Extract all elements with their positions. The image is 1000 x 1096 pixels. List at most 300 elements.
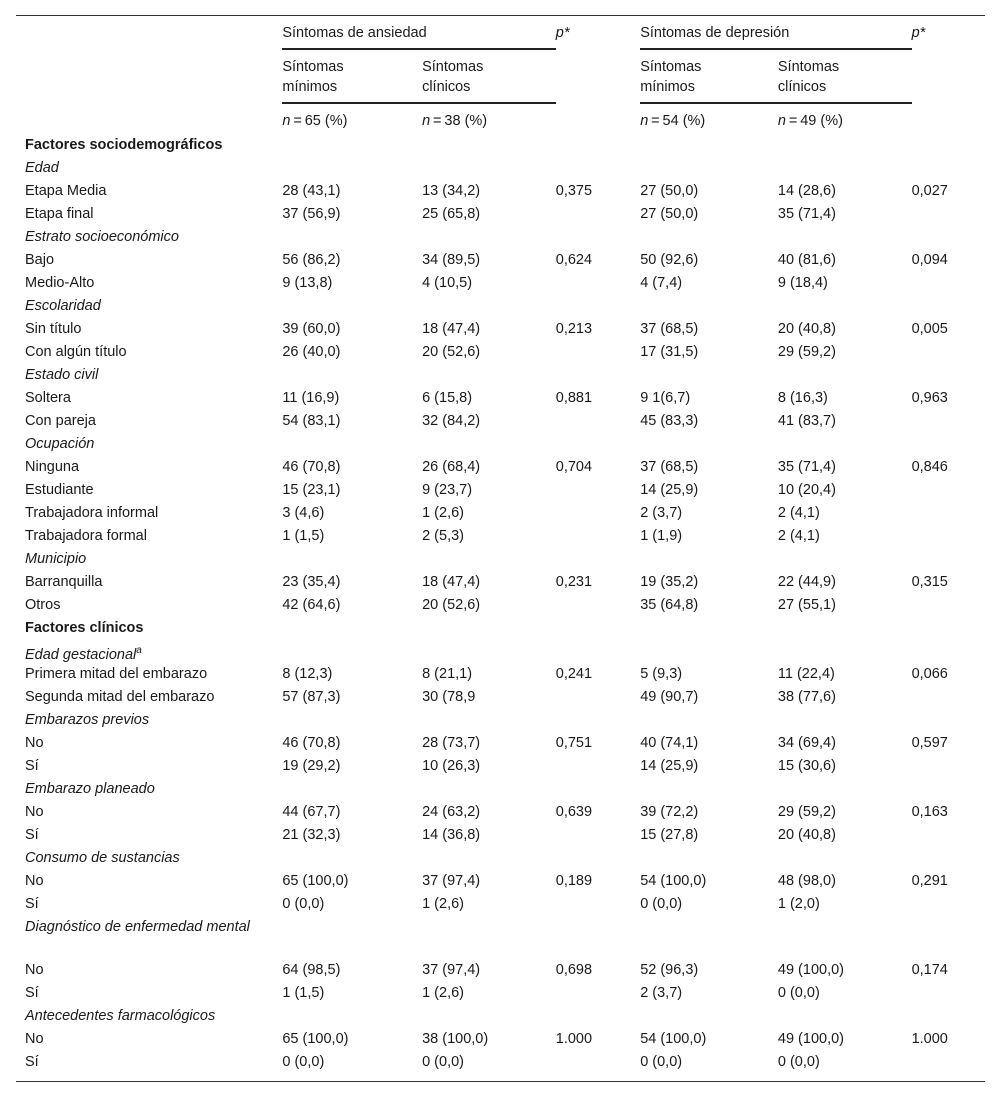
anx-minimal-cell: 56 (86,2) xyxy=(282,251,341,268)
dep-minimal-cell: 15 (27,8) xyxy=(640,827,699,844)
p-depression-cell: 0,174 xyxy=(911,962,948,979)
header-empty-cell xyxy=(912,103,985,135)
header-empty-cell xyxy=(912,49,985,103)
anx-minimal-cell: 46 (70,8) xyxy=(282,458,341,475)
anx-clinical-cell: 4 (10,5) xyxy=(422,274,473,291)
p-depression-cell xyxy=(912,204,985,227)
p-anxiety-cell: 0,241 xyxy=(555,666,593,683)
dep-clinical-cell: 29 (59,2) xyxy=(777,804,836,821)
dep-clinical-cell: 1 (2,0) xyxy=(777,896,820,913)
category-label: Sí xyxy=(25,896,39,913)
row-label-cell xyxy=(16,687,282,710)
row-label-cell xyxy=(16,388,282,411)
anx-clinical-cell: 1 (2,6) xyxy=(422,985,464,1002)
dep-minimal-cell: 54 (100,0) xyxy=(640,1031,707,1048)
p-depression-cell: 0,291 xyxy=(911,873,948,890)
row-label-cell xyxy=(16,319,282,342)
category-label: Sí xyxy=(25,758,39,775)
anx-minimal-cell: 54 (83,1) xyxy=(282,412,341,429)
header-dep-minimal-l1: Síntomas xyxy=(640,58,702,75)
table-row xyxy=(16,480,985,503)
anx-minimal-cell: 57 (87,3) xyxy=(282,689,341,706)
empty-cell xyxy=(282,549,985,572)
header-row-n xyxy=(16,103,985,135)
header-dep-minimal-l2: mínimos xyxy=(640,78,695,95)
dep-clinical-cell: 0 (0,0) xyxy=(777,1054,820,1071)
anx-minimal-cell: 9 (13,8) xyxy=(282,274,333,291)
header-dep-clinical xyxy=(778,49,912,103)
p-anxiety-cell: 0,639 xyxy=(555,804,593,821)
anx-minimal-cell: 0 (0,0) xyxy=(282,1054,325,1071)
row-label-cell xyxy=(16,181,282,204)
anx-clinical-cell: 37 (97,4) xyxy=(422,873,481,890)
empty-cell xyxy=(282,365,985,388)
variable-title: Edad gestacional xyxy=(25,646,137,663)
dep-minimal-cell: 9 1(6,7) xyxy=(640,389,691,406)
empty-cell xyxy=(282,434,985,457)
p-depression-cell xyxy=(912,273,985,296)
table-row xyxy=(16,687,985,710)
header-anx-clinical-l1: Síntomas xyxy=(422,58,484,75)
p-anxiety-cell: 0,704 xyxy=(555,458,593,475)
anx-clinical-cell: 8 (21,1) xyxy=(422,666,473,683)
empty-cell xyxy=(282,779,985,802)
variable-header-row xyxy=(16,296,985,319)
row-label-cell xyxy=(16,273,282,296)
dep-clinical-cell: 10 (20,4) xyxy=(777,481,836,498)
p-depression-cell: 0,094 xyxy=(911,251,948,268)
category-label: Otros xyxy=(25,596,61,613)
anx-minimal-cell: 37 (56,9) xyxy=(282,205,341,222)
p-anxiety-cell xyxy=(556,273,640,296)
dep-minimal-cell: 0 (0,0) xyxy=(640,1054,683,1071)
row-label-cell xyxy=(16,1029,282,1052)
dep-clinical-cell: 49 (100,0) xyxy=(777,1031,844,1048)
dep-clinical-cell: 41 (83,7) xyxy=(777,412,836,429)
anx-minimal-cell: 39 (60,0) xyxy=(282,320,341,337)
dep-clinical-cell: 22 (44,9) xyxy=(777,573,836,590)
p-depression-cell xyxy=(912,825,985,848)
category-label: No xyxy=(25,962,44,979)
p-depression-cell xyxy=(912,503,985,526)
anx-clinical-cell: 28 (73,7) xyxy=(422,735,481,752)
section-header-row xyxy=(16,135,985,158)
p-depression-cell: 0,005 xyxy=(911,320,948,337)
anx-minimal-cell: 19 (29,2) xyxy=(282,758,341,775)
category-label: No xyxy=(25,1031,44,1048)
anx-minimal-cell: 42 (64,6) xyxy=(282,596,341,613)
row-label-cell xyxy=(16,983,282,1006)
anx-minimal-cell: 1 (1,5) xyxy=(282,527,325,544)
table-row xyxy=(16,960,985,983)
header-row-subgroups xyxy=(16,49,985,103)
anx-clinical-cell: 20 (52,6) xyxy=(422,343,481,360)
empty-cell xyxy=(282,848,985,871)
header-anx-clinical xyxy=(422,49,556,103)
row-label-cell xyxy=(16,296,282,319)
p-anxiety-cell: 0,698 xyxy=(555,962,593,979)
header-anxiety-group xyxy=(282,16,555,49)
category-label: Sin título xyxy=(25,320,82,337)
anx-clinical-cell: 20 (52,6) xyxy=(422,596,481,613)
variable-title: Embarazos previos xyxy=(25,712,150,729)
row-label-cell xyxy=(16,158,282,181)
row-label-cell xyxy=(16,756,282,779)
empty-cell xyxy=(282,641,985,665)
table-row xyxy=(16,273,985,296)
anx-clinical-cell: 9 (23,7) xyxy=(422,481,473,498)
table-row xyxy=(16,181,985,204)
anx-clinical-cell: 14 (36,8) xyxy=(422,827,481,844)
anx-minimal-cell: 0 (0,0) xyxy=(282,896,325,913)
section-header-row xyxy=(16,618,985,641)
variable-title: Edad xyxy=(25,159,59,176)
header-depression-group xyxy=(640,16,911,49)
row-label-cell xyxy=(16,227,282,250)
p-anxiety-cell xyxy=(556,595,640,618)
row-label-cell xyxy=(16,572,282,595)
dep-clinical-cell: 20 (40,8) xyxy=(777,827,836,844)
dep-minimal-cell: 52 (96,3) xyxy=(640,962,699,979)
row-label-cell xyxy=(16,733,282,756)
empty-cell xyxy=(282,917,985,960)
anx-clinical-cell: 0 (0,0) xyxy=(422,1054,464,1071)
p-anxiety-cell: 0,751 xyxy=(555,735,593,752)
category-label: Trabajadora informal xyxy=(25,504,159,521)
p-depression-cell: 0,066 xyxy=(911,666,948,683)
dep-clinical-cell: 20 (40,8) xyxy=(777,320,836,337)
p-anxiety-cell xyxy=(556,526,640,549)
p-anxiety-cell xyxy=(556,411,640,434)
variable-title: Antecedentes farmacológicos xyxy=(25,1008,216,1025)
p-anxiety-cell: 1.000 xyxy=(555,1031,593,1048)
p-depression-cell: 0,027 xyxy=(911,182,948,199)
category-label: Sí xyxy=(25,985,39,1002)
header-depression-label: Síntomas de depresión xyxy=(640,25,790,41)
dep-clinical-cell: 34 (69,4) xyxy=(777,735,836,752)
empty-cell xyxy=(282,296,985,319)
variable-title: Estrato socioeconómico xyxy=(25,228,179,245)
row-label-cell xyxy=(16,595,282,618)
anx-minimal-cell: 65 (100,0) xyxy=(282,873,349,890)
dep-clinical-cell: 40 (81,6) xyxy=(777,251,836,268)
anx-clinical-cell: 38 (100,0) xyxy=(422,1031,489,1048)
category-label: Sí xyxy=(25,827,39,844)
dep-minimal-cell: 39 (72,2) xyxy=(640,804,699,821)
variable-header-row xyxy=(16,848,985,871)
table-row xyxy=(16,871,985,894)
row-label-cell xyxy=(16,365,282,388)
header-anx-minimal-l2: mínimos xyxy=(282,78,338,95)
header-row-groups xyxy=(16,16,985,49)
footnote-marker: a xyxy=(136,644,142,656)
dep-minimal-cell: 14 (25,9) xyxy=(640,481,699,498)
category-label: Barranquilla xyxy=(25,573,103,590)
dep-clinical-cell: 38 (77,6) xyxy=(777,689,836,706)
variable-title: Consumo de sustancias xyxy=(25,850,180,867)
category-label: Etapa Media xyxy=(25,182,107,199)
variable-title: Ocupación xyxy=(25,435,95,452)
anx-clinical-cell: 26 (68,4) xyxy=(422,458,481,475)
header-empty-cell xyxy=(16,16,282,49)
table-row xyxy=(16,526,985,549)
category-label: Soltera xyxy=(25,389,71,406)
dep-clinical-cell: 27 (55,1) xyxy=(777,596,836,613)
header-n-anx-cli: n = 38 (%) xyxy=(422,112,488,129)
anx-minimal-cell: 8 (12,3) xyxy=(282,666,333,683)
dep-minimal-cell: 35 (64,8) xyxy=(640,596,699,613)
table-row xyxy=(16,388,985,411)
variable-title: Embarazo planeado xyxy=(25,781,155,798)
table-row xyxy=(16,756,985,779)
table-row xyxy=(16,572,985,595)
variable-title: Municipio xyxy=(25,550,87,567)
anx-clinical-cell: 30 (78,9 xyxy=(422,689,476,706)
dep-minimal-cell: 40 (74,1) xyxy=(640,735,699,752)
anx-clinical-cell: 1 (2,6) xyxy=(422,896,464,913)
p-depression-cell xyxy=(912,687,985,710)
dep-minimal-cell: 5 (9,3) xyxy=(640,666,683,683)
table-header xyxy=(16,16,985,135)
dep-clinical-cell: 9 (18,4) xyxy=(777,274,828,291)
p-depression-cell xyxy=(912,756,985,779)
dep-clinical-cell: 2 (4,1) xyxy=(777,527,820,544)
anx-minimal-cell: 28 (43,1) xyxy=(282,182,341,199)
variable-header-row xyxy=(16,641,985,665)
variable-header-row xyxy=(16,227,985,250)
empty-cell xyxy=(282,135,985,158)
empty-cell xyxy=(282,158,985,181)
anx-clinical-cell: 24 (63,2) xyxy=(422,804,481,821)
variable-title: Diagnóstico de enfermedad mental xyxy=(25,919,250,936)
header-dep-minimal xyxy=(640,49,778,103)
anx-clinical-cell: 2 (5,3) xyxy=(422,527,464,544)
category-label: Ninguna xyxy=(25,458,80,475)
p-anxiety-cell xyxy=(556,687,640,710)
anx-minimal-cell: 44 (67,7) xyxy=(282,804,341,821)
header-anxiety-label: Síntomas de ansiedad xyxy=(282,25,427,41)
row-label-cell xyxy=(16,1006,282,1029)
header-anx-minimal-l1: Síntomas xyxy=(282,58,344,75)
table-body xyxy=(16,135,985,1082)
p-depression-cell xyxy=(912,526,985,549)
p-depression-cell xyxy=(912,411,985,434)
dep-minimal-cell: 0 (0,0) xyxy=(640,896,683,913)
section-title: Factores clínicos xyxy=(25,619,144,636)
table-row xyxy=(16,457,985,480)
p-anxiety-cell: 0,213 xyxy=(555,320,593,337)
anx-clinical-cell: 18 (47,4) xyxy=(422,320,481,337)
p-anxiety-cell: 0,375 xyxy=(555,182,593,199)
anx-clinical-cell: 6 (15,8) xyxy=(422,389,473,406)
dep-minimal-cell: 14 (25,9) xyxy=(640,758,699,775)
table-row xyxy=(16,825,985,848)
header-empty-cell xyxy=(16,49,282,103)
row-label-cell xyxy=(16,342,282,365)
p-depression-cell: 0,315 xyxy=(911,573,948,590)
p-anxiety-cell xyxy=(556,756,640,779)
p-anxiety-cell: 0,231 xyxy=(555,573,593,590)
category-label: No xyxy=(25,735,44,752)
dep-minimal-cell: 27 (50,0) xyxy=(640,182,699,199)
category-label: Trabajadora formal xyxy=(25,527,147,544)
row-label-cell xyxy=(16,434,282,457)
p-depression-cell: 0,163 xyxy=(911,804,948,821)
dep-clinical-cell: 49 (100,0) xyxy=(777,962,844,979)
header-empty-cell xyxy=(16,103,282,135)
p-depression-cell xyxy=(912,1052,985,1082)
empty-cell xyxy=(282,710,985,733)
anx-minimal-cell: 23 (35,4) xyxy=(282,573,341,590)
row-label-cell xyxy=(16,779,282,802)
dep-clinical-cell: 15 (30,6) xyxy=(777,758,836,775)
row-label-cell xyxy=(16,664,282,687)
empty-cell xyxy=(282,618,985,641)
dep-minimal-cell: 1 (1,9) xyxy=(640,527,683,544)
header-anx-clinical-l2: clínicos xyxy=(422,78,471,95)
header-n-dep-cli: n = 49 (%) xyxy=(777,112,843,129)
p-anxiety-cell: 0,881 xyxy=(555,389,593,406)
header-empty-cell xyxy=(556,49,640,103)
anx-minimal-cell: 3 (4,6) xyxy=(282,504,325,521)
anx-clinical-cell: 34 (89,5) xyxy=(422,251,481,268)
empty-cell xyxy=(282,227,985,250)
table-row xyxy=(16,1029,985,1052)
category-label: Segunda mitad del embarazo xyxy=(25,689,215,706)
p-anxiety-cell xyxy=(556,342,640,365)
dep-minimal-cell: 4 (7,4) xyxy=(640,274,683,291)
header-n-anx-min: n = 65 (%) xyxy=(282,112,348,129)
anx-minimal-cell: 46 (70,8) xyxy=(282,735,341,752)
dep-minimal-cell: 37 (68,5) xyxy=(640,458,699,475)
row-label-cell xyxy=(16,135,282,158)
p-anxiety-cell xyxy=(556,503,640,526)
row-label-cell xyxy=(16,960,282,983)
category-label: Con pareja xyxy=(25,412,96,429)
header-dep-clinical-l2: clínicos xyxy=(777,78,827,95)
category-label: Bajo xyxy=(25,251,55,268)
dep-clinical-cell: 2 (4,1) xyxy=(777,504,820,521)
row-label-cell xyxy=(16,917,282,960)
category-label: Medio-Alto xyxy=(25,274,95,291)
row-label-cell xyxy=(16,411,282,434)
row-label-cell xyxy=(16,848,282,871)
table-row xyxy=(16,319,985,342)
variable-title: Estado civil xyxy=(25,366,99,383)
anx-clinical-cell: 10 (26,3) xyxy=(422,758,481,775)
table-row xyxy=(16,802,985,825)
p-anxiety-cell: 0,624 xyxy=(555,251,593,268)
anx-clinical-cell: 1 (2,6) xyxy=(422,504,464,521)
dep-minimal-cell: 49 (90,7) xyxy=(640,689,699,706)
row-label-cell xyxy=(16,480,282,503)
variable-header-row xyxy=(16,710,985,733)
p-depression-cell: 0,846 xyxy=(911,458,948,475)
anx-clinical-cell: 37 (97,4) xyxy=(422,962,481,979)
dep-clinical-cell: 35 (71,4) xyxy=(777,458,836,475)
p-anxiety-cell xyxy=(556,894,640,917)
header-n-dep-min: n = 54 (%) xyxy=(640,112,706,129)
row-label-cell xyxy=(16,894,282,917)
variable-header-row xyxy=(16,1006,985,1029)
table-row xyxy=(16,733,985,756)
anx-minimal-cell: 64 (98,5) xyxy=(282,962,341,979)
p-depression-cell xyxy=(912,595,985,618)
dep-clinical-cell: 48 (98,0) xyxy=(777,873,836,890)
anx-minimal-cell: 21 (32,3) xyxy=(282,827,341,844)
anx-clinical-cell: 32 (84,2) xyxy=(422,412,481,429)
table-row xyxy=(16,1052,985,1082)
row-label-cell xyxy=(16,549,282,572)
p-depression-cell: 0,963 xyxy=(911,389,948,406)
p-anxiety-cell: 0,189 xyxy=(555,873,593,890)
header-empty-cell xyxy=(556,103,640,135)
category-label: Primera mitad del embarazo xyxy=(25,666,208,683)
dep-minimal-cell: 17 (31,5) xyxy=(640,343,699,360)
anx-clinical-cell: 25 (65,8) xyxy=(422,205,481,222)
p-depression-cell: 0,597 xyxy=(911,735,948,752)
category-label: Estudiante xyxy=(25,481,94,498)
p-depression-cell xyxy=(912,480,985,503)
p-anxiety-cell xyxy=(556,480,640,503)
row-label-cell xyxy=(16,641,282,665)
p-anxiety-cell xyxy=(556,204,640,227)
empty-cell xyxy=(282,1006,985,1029)
p-anxiety-cell xyxy=(556,825,640,848)
variable-title: Escolaridad xyxy=(25,297,101,314)
category-label: Sí xyxy=(25,1054,39,1071)
category-label: Con algún título xyxy=(25,343,127,360)
variable-header-row xyxy=(16,549,985,572)
header-p-depression xyxy=(912,16,985,49)
variable-header-row xyxy=(16,158,985,181)
dep-clinical-cell: 11 (22,4) xyxy=(777,666,835,683)
anx-minimal-cell: 11 (16,9) xyxy=(282,389,340,406)
p-depression-cell xyxy=(912,983,985,1006)
dep-minimal-cell: 54 (100,0) xyxy=(640,873,707,890)
variable-header-row xyxy=(16,917,985,960)
anx-minimal-cell: 65 (100,0) xyxy=(282,1031,349,1048)
table-row xyxy=(16,342,985,365)
row-label-cell xyxy=(16,710,282,733)
anx-clinical-cell: 13 (34,2) xyxy=(422,182,481,199)
row-label-cell xyxy=(16,871,282,894)
table-row xyxy=(16,503,985,526)
table-row xyxy=(16,894,985,917)
table-row xyxy=(16,250,985,273)
dep-minimal-cell: 45 (83,3) xyxy=(640,412,699,429)
row-label-cell xyxy=(16,1052,282,1082)
anx-clinical-cell: 18 (47,4) xyxy=(422,573,481,590)
variable-header-row xyxy=(16,779,985,802)
p-anxiety-cell xyxy=(556,1052,640,1082)
dep-clinical-cell: 0 (0,0) xyxy=(777,985,820,1002)
dep-minimal-cell: 19 (35,2) xyxy=(640,573,699,590)
header-anx-minimal xyxy=(282,49,422,103)
table-row xyxy=(16,664,985,687)
header-p-anxiety xyxy=(556,16,640,49)
category-label: No xyxy=(25,804,44,821)
table-row xyxy=(16,411,985,434)
anx-minimal-cell: 26 (40,0) xyxy=(282,343,341,360)
table-row xyxy=(16,595,985,618)
p-anxiety-cell xyxy=(556,983,640,1006)
dep-clinical-cell: 14 (28,6) xyxy=(777,182,836,199)
anx-minimal-cell: 1 (1,5) xyxy=(282,985,325,1002)
p-depression-cell: 1.000 xyxy=(911,1031,948,1048)
section-title: Factores sociodemográficos xyxy=(25,136,223,153)
row-label-cell xyxy=(16,526,282,549)
